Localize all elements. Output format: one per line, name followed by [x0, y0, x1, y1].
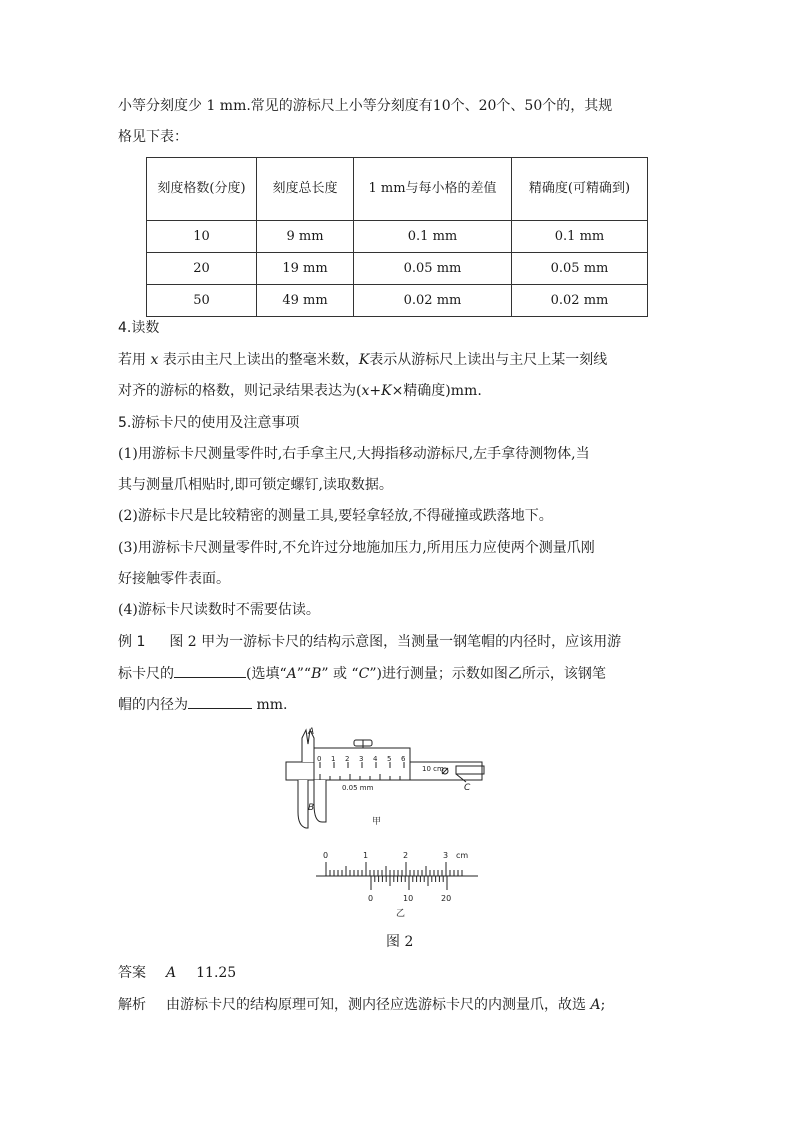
answer-label: 答案 [118, 965, 146, 981]
section-4-line-1 [118, 350, 607, 370]
intro-line-2: 格见下表： [118, 129, 188, 145]
analysis-line [118, 995, 605, 1015]
scale-length-label: 10 cm [422, 765, 444, 773]
label-b: B [308, 803, 315, 813]
answer-choice: A [166, 965, 177, 981]
text: ”)进行测量；示数如图乙所示，该钢笔 [369, 666, 606, 682]
var-k: K [358, 352, 370, 368]
section-4-line-2 [118, 381, 482, 401]
main-tick-label: 1 [363, 851, 369, 860]
caption-jia: 甲 [372, 817, 382, 827]
answer-blank-1[interactable] [174, 663, 246, 678]
table-cell: 49 mm [257, 285, 354, 317]
text: 图 2 甲为一游标卡尺的结构示意图，当测量一钢笔帽的内径时，应该用游 [169, 634, 622, 650]
main-tick-label: 1 [331, 755, 336, 763]
table-cell: 19 mm [257, 253, 354, 285]
option-a: A [286, 666, 297, 682]
table-cell: 0.1 mm [354, 221, 512, 253]
text: ”“ [296, 666, 312, 682]
text: ×精确度)mm. [391, 383, 482, 399]
section-5-p1-line-2: 其与测量爪相贴时,即可锁定螺钉,读取数据。 [118, 477, 393, 493]
section-5-p2: (2)游标卡尺是比较精密的测量工具,要轻拿轻放,不得碰撞或跌落地下。 [118, 508, 553, 524]
main-tick-label: 0 [317, 755, 322, 763]
text: 表示从游标尺上读出与主尺上某一刻线 [369, 352, 608, 368]
vernier-tick-label: 0 [368, 894, 374, 903]
answer-value: 11.25 [196, 965, 237, 981]
header-difference: 1 mm与每小格的差值 [354, 158, 512, 221]
section-5-p4: (4)游标卡尺读数时不需要估读。 [118, 602, 320, 618]
main-tick-label: 6 [401, 755, 406, 763]
main-tick-label: 4 [373, 755, 378, 763]
section-5-heading: 5.游标卡尺的使用及注意事项 [118, 415, 300, 431]
text: 帽的内径为 [118, 697, 188, 713]
table-cell: 0.02 mm [512, 285, 648, 317]
table-row [147, 253, 648, 285]
vernier-tick-label: 20 [441, 894, 452, 903]
text: 由游标卡尺的结构原理可知，测内径应选游标卡尺的内测量爪，故选 [166, 997, 591, 1013]
var-x: x [361, 383, 370, 399]
header-total-length: 刻度总长度 [257, 158, 354, 221]
label-c: C [464, 783, 471, 793]
answer-blank-2[interactable] [188, 694, 252, 709]
main-tick-label: 0 [323, 851, 329, 860]
example-line-1 [118, 632, 621, 652]
table-cell: 0.02 mm [354, 285, 512, 317]
section-5-p3-line-2: 好接触零件表面。 [118, 571, 230, 587]
caliper-diagram-jia [280, 724, 490, 834]
unit-label: cm [456, 851, 469, 860]
table-row [147, 285, 648, 317]
table-cell: 0.05 mm [354, 253, 512, 285]
example-line-3 [118, 694, 287, 715]
main-tick-label: 2 [345, 755, 350, 763]
precision-label: 0.05 mm [342, 784, 374, 792]
table-header-row [147, 158, 648, 221]
figure-caption: 图 2 [386, 934, 414, 950]
label-a: A [308, 727, 315, 737]
header-precision: 精确度(可精确到) [512, 158, 648, 221]
header-divisions: 刻度格数(分度) [147, 158, 257, 221]
text: 若用 [118, 352, 151, 368]
section-5-p1-line-1: (1)用游标卡尺测量零件时,右手拿主尺,大拇指移动游标尺,左手拿待测物体,当 [118, 446, 590, 462]
main-tick-label: 3 [359, 755, 364, 763]
text: 对齐的游标的格数，则记录结果表达为( [118, 383, 362, 399]
caliper-reading-yi [312, 846, 482, 920]
text: ; [600, 997, 606, 1013]
text: mm. [252, 697, 288, 713]
text: 标卡尺的 [118, 666, 174, 682]
main-tick-label: 3 [443, 851, 449, 860]
option-b: B [311, 666, 322, 682]
option-c: C [358, 666, 370, 682]
var-x: x [150, 352, 159, 368]
caption-yi: 乙 [396, 909, 406, 919]
table-cell: 9 mm [257, 221, 354, 253]
example-line-2 [118, 663, 606, 684]
text: + [369, 383, 382, 399]
table-cell: 20 [147, 253, 257, 285]
table-cell: 0.05 mm [512, 253, 648, 285]
analysis-choice: A [590, 997, 601, 1013]
text: ” 或 “ [321, 666, 359, 682]
table-cell: 10 [147, 221, 257, 253]
table-row [147, 221, 648, 253]
table-cell: 0.1 mm [512, 221, 648, 253]
analysis-label: 解析 [118, 997, 146, 1013]
table-cell: 50 [147, 285, 257, 317]
section-4-heading: 4.读数 [118, 320, 160, 336]
vernier-spec-table [146, 157, 648, 317]
vernier-tick-label: 10 [403, 894, 414, 903]
text: (选填“ [246, 666, 287, 682]
answer-line [118, 963, 236, 983]
var-k: K [381, 383, 392, 399]
main-tick-label: 2 [403, 851, 409, 860]
text: 表示由主尺上读出的整毫米数， [158, 352, 359, 368]
section-5-p3-line-1: (3)用游标卡尺测量零件时,不允许过分地施加压力,所用压力应使两个测量爪刚 [118, 540, 595, 556]
main-tick-label: 5 [387, 755, 392, 763]
example-label: 例 1 [118, 634, 146, 650]
intro-line-1: 小等分刻度少 1 mm.常见的游标尺上小等分刻度有10个、20个、50个的，其规 [118, 98, 613, 114]
